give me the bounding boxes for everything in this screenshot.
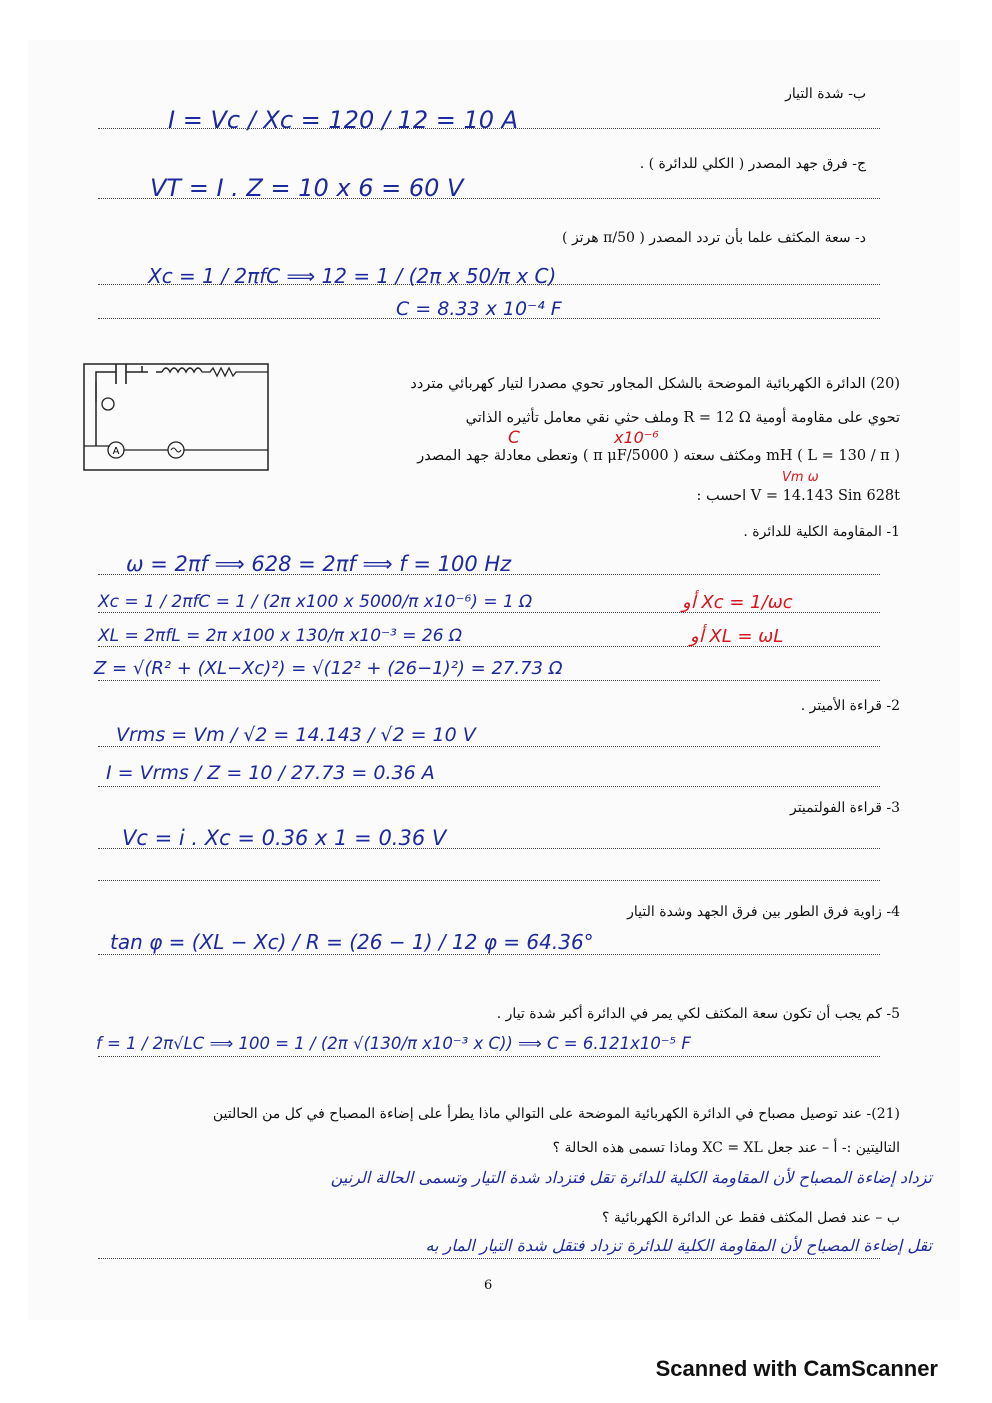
dotted-line [98,318,880,319]
dotted-line [98,646,880,647]
answer-20-1-xc: Xc = 1 / 2πfC = 1 / (2π x100 x 5000/π x10⁻⁶) = 1 Ω [98,592,533,612]
question-c-voltage: ج- فرق جهد المصدر ( الكلي للدائرة ) . [639,156,866,172]
answer-20-2-current: I = Vrms / Z = 10 / 27.73 = 0.36 A [106,762,435,784]
answer-20-2-vrms: Vrms = Vm / √2 = 14.143 / √2 = 10 V [116,724,476,746]
inductor-coil [162,368,202,372]
dotted-line [98,128,880,129]
red-note-c: C [508,428,520,448]
question-20-line1: (20) الدائرة الكهربائية الموضحة بالشكل المجاور تحوي مصدرا لتيار كهربائي متردد [410,376,900,392]
voltmeter [102,398,114,410]
answer-d-capacitance-2: C = 8.33 x 10⁻⁴ F [396,298,562,320]
dotted-line [98,786,880,787]
answer-c-voltage: VT = I . Z = 10 x 6 = 60 V [150,174,464,202]
dotted-line [98,612,880,613]
red-note-exponent: x10⁻⁶ [614,428,659,447]
question-d-capacitance: د- سعة المكثف علما بأن تردد المصدر ( 50/π هرتز ) [562,230,866,246]
question-20-part5: 5- كم يجب أن تكون سعة المكثف لكي يمر في الدائرة أكبر شدة تيار . [496,1006,900,1022]
dotted-line [98,746,880,747]
question-21-b: ب – عند فصل المكثف فقط عن الدائرة الكهربائية ؟ [602,1210,900,1226]
dotted-line [98,954,880,955]
dotted-line [98,848,880,849]
answer-20-1-xl: XL = 2πfL = 2π x100 x 130/π x10⁻³ = 26 Ω [98,626,462,646]
dotted-line [98,1258,880,1259]
red-note-xc-alternative: أو Xc = 1/ωc [682,592,793,613]
answer-20-1-impedance: Z = √(R² + (XL−Xc)²) = √(12² + (26−1)²) = 27.73 Ω [94,658,563,679]
dotted-line [98,880,880,881]
dotted-line [98,284,880,285]
question-20-line4: V = 14.143 Sin 628t احسب : [696,488,900,504]
question-21-line1: (21)- عند توصيل مصباح في الدائرة الكهربائية الموضحة على التوالي ماذا يطرأ على إضاءة المصباح في كل من الحالتين [212,1106,900,1122]
question-21-line2: التاليتين :- أ – عند جعل XC = XL وماذا تسمى هذه الحالة ؟ [552,1140,900,1156]
red-note-xl-alternative: أو XL = ωL [690,626,784,647]
ammeter-label: A [112,446,120,457]
question-b-current: ب- شدة التيار [785,86,866,102]
question-20-line3: ( L = 130 / π ) mH ومكثف سعته ( 5000/π μF ) وتعطى معادلة جهد المصدر [417,448,900,464]
answer-21-a: تزداد إضاءة المصباح لأن المقاومة الكلية للدائرة تقل فتزداد شدة التيار وتسمى الحالة الرنين [330,1168,932,1187]
answer-21-b: تقل إضاءة المصباح لأن المقاومة الكلية للدائرة تزداد فتقل شدة التيار المار به [425,1236,932,1255]
answer-20-3-voltmeter: Vc = i . Xc = 0.36 x 1 = 0.36 V [122,826,447,850]
page-number: 6 [484,1278,493,1293]
answer-b-current: I = Vc / Xc = 120 / 12 = 10 A [168,106,519,134]
circuit-diagram [82,362,270,472]
answer-d-capacitance-1: Xc = 1 / 2πfC ⟹ 12 = 1 / (2π x 50/π x C) [148,264,557,288]
question-20-part4: 4- زاوية فرق الطور بين فرق الجهد وشدة التيار [627,904,900,920]
question-20-part3: 3- قراءة الفولتميتر [789,800,900,816]
dotted-line [98,574,880,575]
answer-20-1-frequency: ω = 2πf ⟹ 628 = 2πf ⟹ f = 100 Hz [126,552,512,576]
scanner-watermark: Scanned with CamScanner [655,1356,938,1381]
question-20-line2: تحوي على مقاومة أومية R = 12 Ω وملف حثي نقي معامل تأثيره الذاتي [465,410,900,426]
resistor [202,368,268,376]
answer-20-5-capacitance: f = 1 / 2π√LC ⟹ 100 = 1 / (2π √(130/π x10⁻³ x C)) ⟹ C = 6.121x10⁻⁵ F [96,1034,691,1053]
dotted-line [98,198,880,199]
question-20-part1: 1- المقاومة الكلية للدائرة . [743,524,900,540]
answer-20-4-phase: tan φ = (XL − Xc) / R = (26 − 1) / 12 φ = 64.36° [110,930,594,954]
question-20-part2: 2- قراءة الأميتر . [800,698,900,714]
dotted-line [98,1056,880,1057]
red-note-vm: Vm ω [782,470,819,485]
dotted-line [98,680,880,681]
